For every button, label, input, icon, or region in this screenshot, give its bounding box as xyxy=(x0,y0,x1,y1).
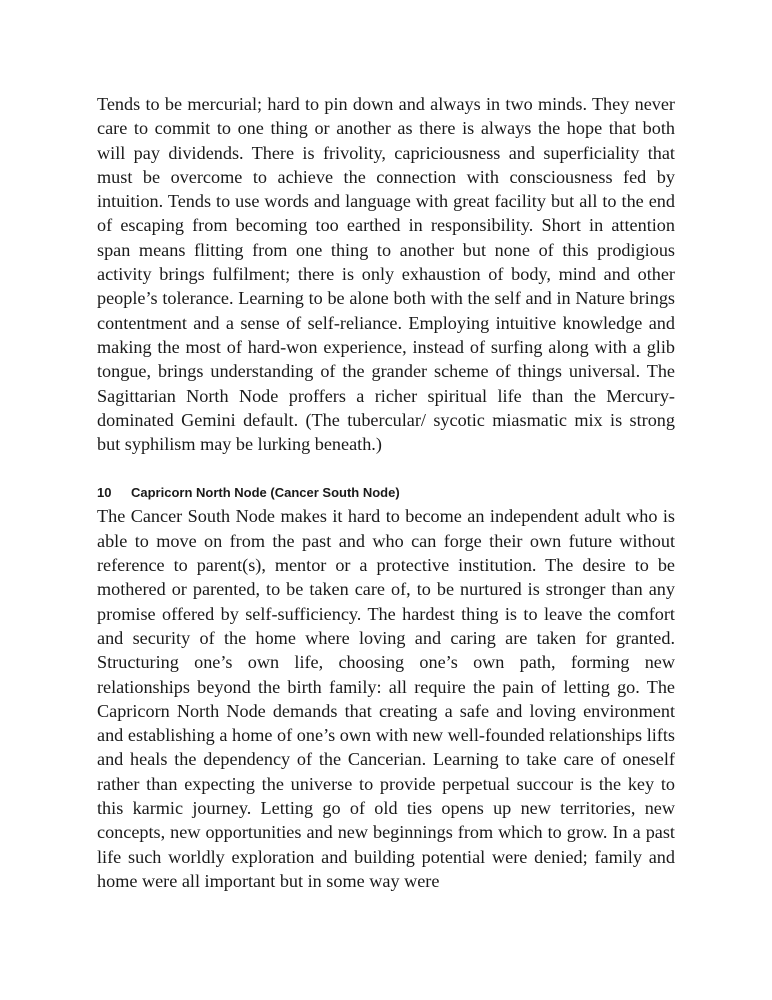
section-title: Capricorn North Node (Cancer South Node) xyxy=(131,485,400,501)
section-number: 10 xyxy=(97,485,112,501)
body-paragraph: Tends to be mercurial; hard to pin down and always in two minds. They never care to commit to one thing or another as there is always the hope that both will pay dividends. There is frivolity, capriciousness and superficiality that must be overcome to achieve the connection with consciousness fed by intuition. Tends to use words and language with great facility but all to the end of escaping from becoming too earthed in responsibility. Short in attention span means flitting from one thing to another but none of this prodigious activity brings fulfilment; there is only exhaustion of body, mind and other people’s tolerance. Learning to be alone both with the self and in Nature brings contentment and a sense of self-reliance. Employing intuitive knowledge and making the most of hard-won experience, instead of surfing along with a glib tongue, brings understanding of the grander scheme of things universal. The Sagittarian North Node proffers a richer spiritual life than the Mercury-dominated Gemini default. (The tubercular/ sycotic miasmatic mix is strong but syphilism may be lurking beneath.) xyxy=(97,94,675,455)
document-page xyxy=(97,92,675,893)
section-heading xyxy=(97,485,675,501)
body-paragraph: The Cancer South Node makes it hard to become an independent adult who is able to move on from the past and who can forge their own future without reference to parent(s), mentor or a protective institution. The desire to be mothered or parented, to be taken care of, to be nurtured is stronger than any promise offered by self-sufficiency. The hardest thing is to leave the comfort and security of the home where loving and caring are taken for granted. Structuring one’s own life, choosing one’s own path, forming new relationships beyond the birth family: all require the pain of letting go. The Capricorn North Node demands that creating a safe and loving environment and establishing a home of one’s own with new well-founded relationships lifts and heals the dependency of the Cancerian. Learning to take care of oneself rather than expecting the universe to provide perpetual succour is the key to this karmic journey. Letting go of old ties opens up new territories, new concepts, new opportunities and new beginnings from which to grow. In a past life such worldly exploration and building potential were denied; family and home were all important but in some way were xyxy=(97,506,675,891)
